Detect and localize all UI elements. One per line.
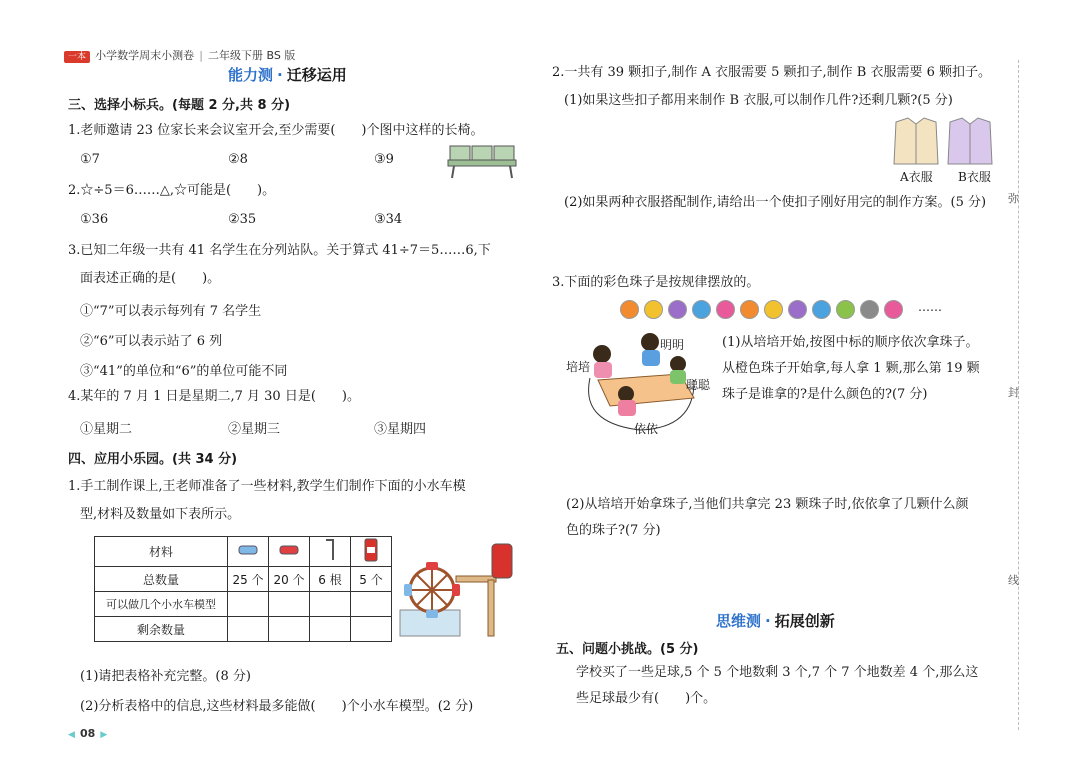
table-header-cell: 总数量: [95, 567, 228, 592]
answer-cell[interactable]: [351, 617, 392, 642]
question-2: 2.☆÷5＝6……△,☆可能是( )。: [68, 183, 276, 198]
materials-table: [94, 536, 392, 642]
q3-option-2[interactable]: ②“6”可以表示站了 6 列: [80, 334, 223, 349]
bead: [788, 300, 807, 319]
bead: [644, 300, 663, 319]
q3-option-3[interactable]: ③“41”的单位和“6”的单位可能不同: [80, 364, 288, 379]
answer-cell[interactable]: [351, 592, 392, 617]
problem-2-part-1: (1)如果这些扣子都用来制作 B 衣服,可以制作几件?还剩几颗?(5 分): [564, 93, 953, 108]
logo: 一本: [64, 51, 90, 63]
ability-section-title: 能力测 · 迁移运用: [228, 66, 347, 84]
table-cell: 6 根: [310, 567, 351, 592]
table-cell: 20 个: [269, 567, 310, 592]
question-1: 1.老师邀请 23 位家长来会议室开会,至少需要( )个图中这样的长椅。: [68, 123, 484, 138]
name-congcong: 聪聪: [686, 378, 711, 392]
problem-1-line-1: 1.手工制作课上,王老师准备了一些材料,教学生们制作下面的小水车模: [68, 479, 466, 494]
next-arrow-icon: ▶: [100, 730, 108, 740]
seal-char-2: 封: [1008, 386, 1019, 399]
series-name: 小学数学周末小测卷: [95, 49, 195, 62]
bead: [860, 300, 879, 319]
problem-5-line-2: 些足球最少有( )个。: [576, 691, 717, 706]
problem-1-part-1: (1)请把表格补充完整。(8 分): [80, 669, 251, 684]
clothes-illustration: [886, 116, 996, 168]
table-row: [95, 537, 392, 567]
bead: [668, 300, 687, 319]
name-yiyi: 依依: [634, 422, 659, 436]
bead-row: [620, 300, 920, 320]
answer-cell[interactable]: [310, 592, 351, 617]
question-3-line-1: 3.已知二年级一共有 41 名学生在分列站队。关于算式 41÷7＝5……6,下: [68, 243, 491, 258]
table-header-cell: 材料: [95, 537, 228, 567]
cloth-a-label: A衣服: [900, 170, 933, 184]
bead: [716, 300, 735, 319]
bottle-cap-blue-icon: [228, 537, 269, 567]
header: 一本 小学数学周末小测卷 | 二年级下册 BS 版: [64, 44, 295, 63]
bead: [740, 300, 759, 319]
table-cell: 25 个: [228, 567, 269, 592]
q2-option-2[interactable]: ②35: [228, 212, 257, 227]
problem-1-line-2: 型,材料及数量如下表所示。: [80, 507, 241, 522]
section-3-heading: 三、选择小标兵。(每题 2 分,共 8 分): [68, 98, 291, 113]
q3-option-1[interactable]: ①“7”可以表示每列有 7 名学生: [80, 304, 262, 319]
problem-3-part-1-line-1: (1)从培培开始,按图中标的顺序依次拿珠子。: [722, 335, 979, 350]
name-peipei: 培培: [566, 360, 591, 374]
question-4: 4.某年的 7 月 1 日是星期二,7 月 30 日是( )。: [68, 389, 360, 404]
page-number: ◀ 08 ▶: [68, 727, 108, 740]
bead: [812, 300, 831, 319]
problem-2-part-2: (2)如果两种衣服搭配制作,请给出一个使扣子刚好用完的制作方案。(5 分): [564, 195, 987, 210]
grade-label: 二年级下册 BS 版: [208, 49, 296, 62]
prev-arrow-icon: ◀: [68, 730, 75, 740]
water-wheel-illustration: [396, 540, 520, 640]
can-icon: [351, 537, 392, 567]
bead: [692, 300, 711, 319]
q1-option-3[interactable]: ③9: [374, 152, 394, 167]
q1-option-2[interactable]: ②8: [228, 152, 248, 167]
problem-3-part-2-line-2: 色的珠子?(7 分): [566, 523, 661, 538]
q2-option-3[interactable]: ③34: [374, 212, 403, 227]
q4-option-1[interactable]: ①星期二: [80, 422, 133, 437]
cloth-b-label: B衣服: [958, 170, 991, 184]
seal-char-1: 弥: [1008, 192, 1019, 205]
table-row: [95, 567, 392, 592]
table-cell: 5 个: [351, 567, 392, 592]
section-4-heading: 四、应用小乐园。(共 34 分): [68, 452, 238, 467]
bead: [620, 300, 639, 319]
table-row: [95, 617, 392, 642]
bottle-cap-red-icon: [269, 537, 310, 567]
problem-3: 3.下面的彩色珠子是按规律摆放的。: [552, 275, 760, 290]
table-header-cell: 可以做几个小水车模型: [95, 592, 228, 617]
q4-option-2[interactable]: ②星期三: [228, 422, 281, 437]
q2-option-1[interactable]: ①36: [80, 212, 109, 227]
bead: [836, 300, 855, 319]
problem-3-part-1-line-2: 从橙色珠子开始拿,每人拿 1 颗,那么第 19 颗: [722, 361, 980, 376]
problem-1-part-2: (2)分析表格中的信息,这些材料最多能做( )个小水车模型。(2 分): [80, 699, 474, 714]
table-row: [95, 592, 392, 617]
q4-option-3[interactable]: ③星期四: [374, 422, 427, 437]
answer-cell[interactable]: [269, 617, 310, 642]
name-mingming: 明明: [660, 338, 685, 352]
answer-cell[interactable]: [228, 592, 269, 617]
problem-2: 2.一共有 39 颗扣子,制作 A 衣服需要 5 颗扣子,制作 B 衣服需要 6 颗扣子。: [552, 65, 992, 80]
bead: [884, 300, 903, 319]
answer-cell[interactable]: [310, 617, 351, 642]
problem-3-part-2-line-1: (2)从培培开始拿珠子,当他们共拿完 23 颗珠子时,依依拿了几颗什么颜: [566, 497, 969, 512]
problem-5-line-1: 学校买了一些足球,5 个 5 个地数剩 3 个,7 个 7 个地数差 4 个,那么这: [576, 665, 979, 680]
answer-cell[interactable]: [269, 592, 310, 617]
question-3-line-2: 面表述正确的是( )。: [80, 271, 221, 286]
thinking-section-title: 思维测 · 拓展创新: [716, 612, 835, 630]
bead: [764, 300, 783, 319]
section-5-heading: 五、问题小挑战。(5 分): [556, 642, 699, 657]
problem-3-part-1-line-3: 珠子是谁拿的?是什么颜色的?(7 分): [722, 387, 928, 402]
bead-ellipsis: ……: [918, 300, 942, 314]
seal-char-3: 线: [1008, 574, 1019, 587]
answer-cell[interactable]: [228, 617, 269, 642]
table-header-cell: 剩余数量: [95, 617, 228, 642]
q1-option-1[interactable]: ①7: [80, 152, 100, 167]
bench-illustration: [446, 140, 520, 182]
stick-icon: [310, 537, 351, 567]
